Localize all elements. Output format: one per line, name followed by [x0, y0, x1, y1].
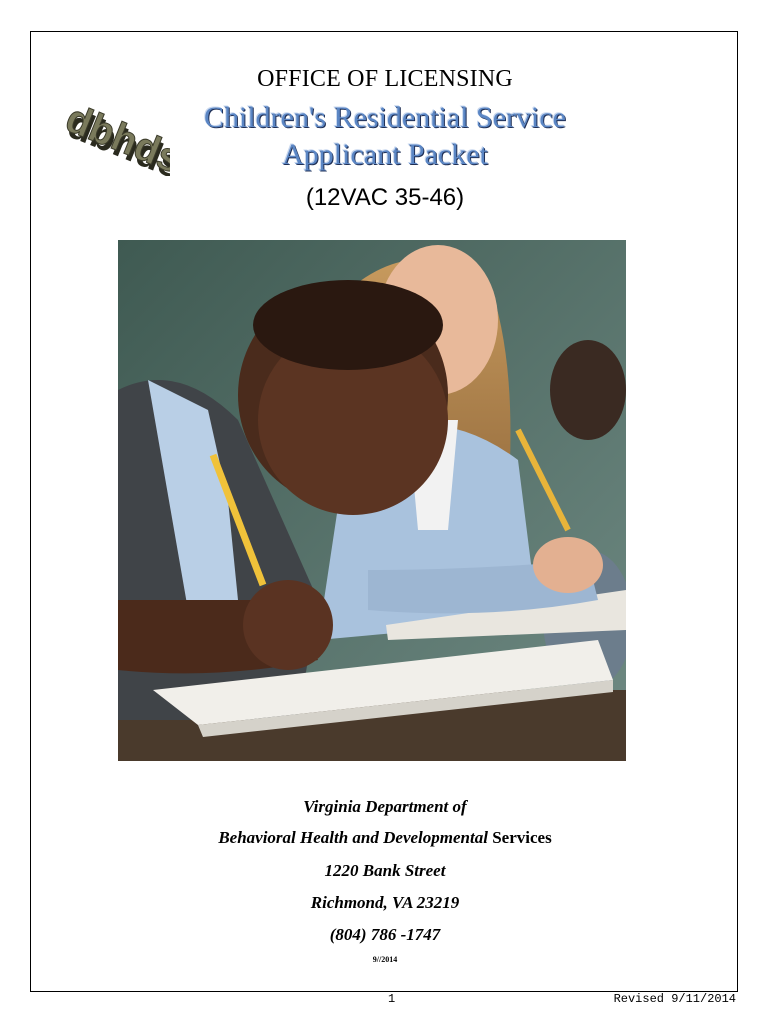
program-title-line1: Children's Residential Service [204, 101, 566, 134]
logo-text: dbhds [59, 96, 170, 176]
logo-shadow-text: dbhds [61, 102, 170, 176]
regulation-code: (12VAC 35-46) [305, 184, 465, 211]
revised-date: Revised 9/11/2014 [613, 992, 736, 1006]
street-address: 1220 Bank Street [324, 861, 446, 880]
page-number: 1 [388, 992, 396, 1006]
department-full-name [0, 828, 770, 848]
city-state-zip: Richmond, VA 23219 [310, 893, 460, 912]
phone-number: (804) 786 -1747 [329, 925, 441, 944]
office-title: OFFICE OF LICENSING [257, 66, 513, 92]
department-full-name-italic: Behavioral Health and Developmental [218, 828, 488, 847]
issue-date: 9//2014 [372, 955, 398, 964]
program-title-line2: Applicant Packet [282, 138, 488, 171]
department-name: Virginia Department of [303, 797, 467, 816]
department-full-name-plain: Services [487, 828, 552, 847]
students-writing-photo [118, 240, 626, 761]
